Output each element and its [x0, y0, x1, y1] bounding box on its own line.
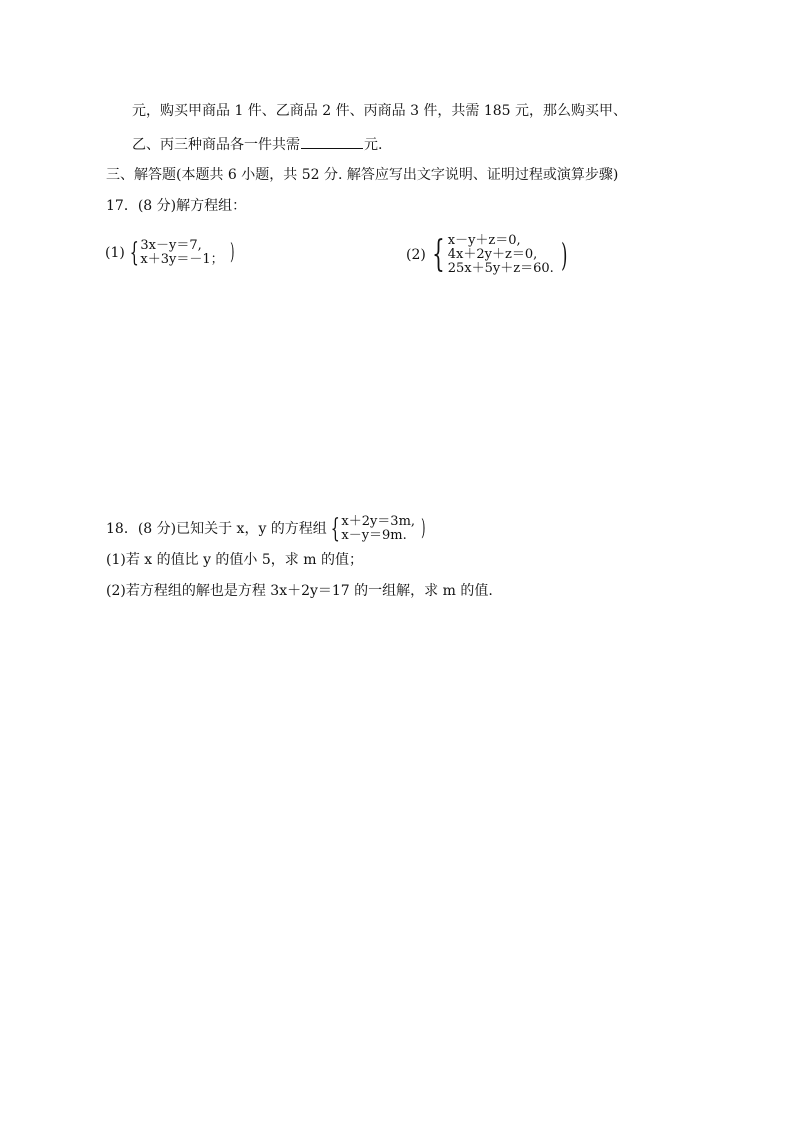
question-17-title [106, 197, 246, 215]
continued-question-line-2 [132, 134, 382, 154]
equation-system-17-1 [105, 234, 236, 272]
equation-system-18 [327, 511, 428, 547]
equation: x－y＋z＝0, [447, 233, 521, 248]
question-text: 元. [364, 137, 383, 153]
section-heading [106, 166, 618, 184]
equation: x＋2y＝3m, [341, 514, 416, 529]
equation: 25x＋5y＋z＝60. [447, 261, 554, 276]
equation-list [140, 234, 223, 272]
left-brace: { [330, 514, 340, 544]
question-text: 元，购买甲商品 1 件、乙商品 2 件、丙商品 3 件，共需 185 元，那么购买甲、 [132, 103, 628, 119]
left-brace: { [431, 234, 445, 275]
equation: 3x－y＝7, [140, 238, 202, 253]
question-title-text: 18．(8 分)已知关于 x，y 的方程组 [106, 521, 327, 537]
right-paren: ) [229, 240, 235, 265]
equation-list [448, 228, 554, 282]
question-text: 乙、丙三种商品各一件共需 [132, 137, 300, 153]
question-18-sub-2 [106, 582, 493, 600]
equation-system-17-2 [406, 228, 570, 282]
equation: x－y＝9m. [341, 528, 407, 543]
part-label: (1) [105, 245, 125, 261]
left-brace: { [129, 238, 139, 268]
question-title-text: 17．(8 分)解方程组： [106, 198, 247, 214]
sub-question-text: (2)若方程组的解也是方程 3x＋2y＝17 的一组解，求 m 的值. [106, 583, 493, 599]
right-paren: ) [560, 236, 568, 274]
sub-question-text: (1)若 x 的值比 y 的值小 5，求 m 的值； [106, 552, 363, 568]
question-18-sub-1 [106, 551, 363, 569]
section-heading-text: 三、解答题(本题共 6 小题，共 52 分. 解答应写出文字说明、证明过程或演算步骤) [106, 167, 619, 183]
part-label: (2) [406, 247, 426, 263]
continued-question-line-1 [132, 102, 627, 120]
answer-blank[interactable] [301, 134, 363, 149]
equation: 4x＋2y＋z＝0, [447, 247, 538, 262]
equation: x＋3y＝－1； [140, 252, 224, 267]
question-18-title [106, 511, 428, 547]
equation-list [341, 511, 415, 547]
right-paren: ) [421, 516, 426, 541]
